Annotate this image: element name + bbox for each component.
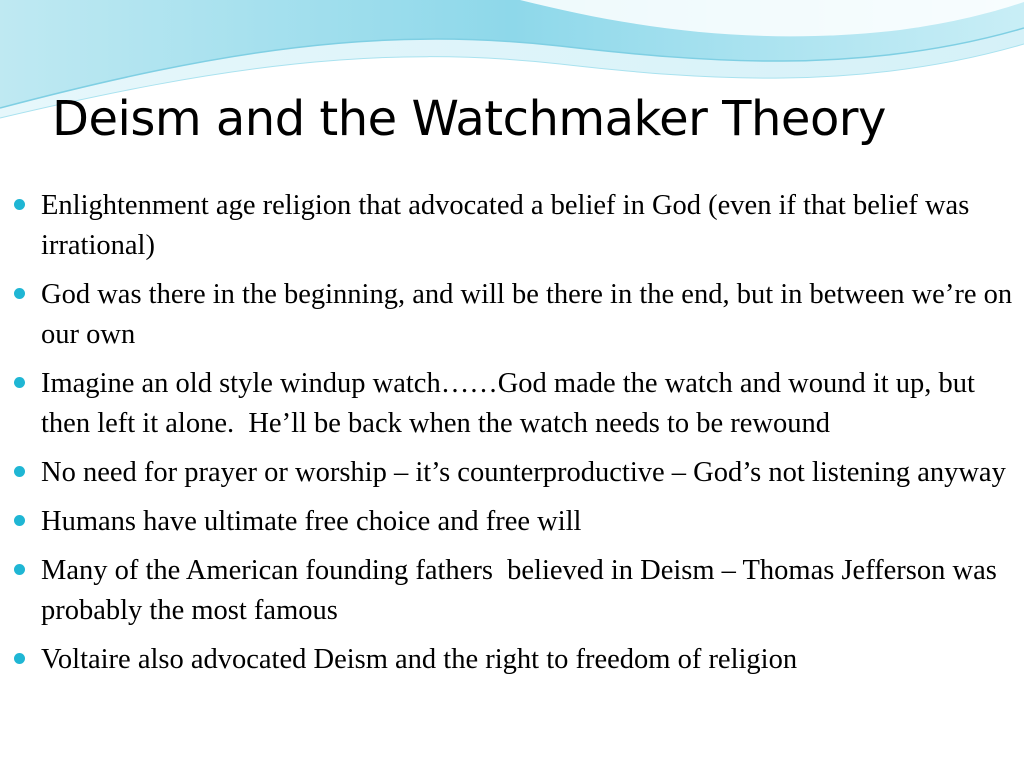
bullet-text: No need for prayer or worship – it’s counterproductive – God’s not listening anyway bbox=[41, 457, 1006, 488]
bullet-text: Many of the American founding fathers believed in Deism – Thomas Jefferson was probably the most famous bbox=[41, 555, 1004, 626]
bullet-text: Imagine an old style windup watch……God made the watch and wound it up, but then left it alone. He’ll be back when the watch needs to be rewound bbox=[41, 368, 983, 439]
bullet-icon bbox=[14, 466, 25, 477]
bullet-icon bbox=[14, 515, 25, 526]
bullet-text: Enlightenment age religion that advocated a belief in God (even if that belief was irrational) bbox=[41, 190, 977, 261]
bullet-list bbox=[14, 186, 1020, 689]
bullet-text: God was there in the beginning, and will be there in the end, but in between we’re on our own bbox=[41, 279, 1020, 350]
bullet-text: Humans have ultimate free choice and free will bbox=[41, 506, 582, 537]
bullet-icon bbox=[14, 199, 25, 210]
bullet-text: Voltaire also advocated Deism and the right to freedom of religion bbox=[41, 644, 798, 675]
bullet-item bbox=[14, 502, 1016, 542]
bullet-icon bbox=[14, 564, 25, 575]
bullet-icon bbox=[14, 288, 25, 299]
slide-title: Deism and the Watchmaker Theory bbox=[52, 91, 886, 147]
bullet-item bbox=[14, 364, 1016, 444]
bullet-item bbox=[14, 453, 1016, 493]
bullet-item bbox=[14, 640, 1016, 680]
bullet-item bbox=[14, 186, 1016, 266]
bullet-item bbox=[14, 275, 1020, 355]
bullet-item bbox=[14, 551, 1016, 631]
bullet-icon bbox=[14, 377, 25, 388]
bullet-icon bbox=[14, 653, 25, 664]
